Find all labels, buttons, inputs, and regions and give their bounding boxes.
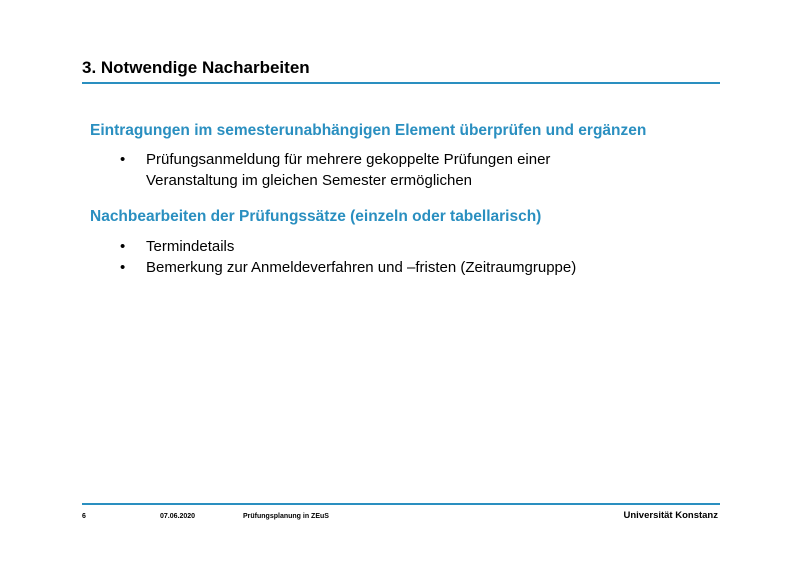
list-item	[120, 149, 550, 191]
bullet-list-eintragungen	[120, 149, 550, 191]
bullet-text-line: Prüfungsanmeldung für mehrere gekoppelte Prüfungen einer	[146, 151, 551, 168]
list-item	[120, 257, 576, 278]
section-heading-eintragungen: Eintragungen im semesterunabhängigen Element überprüfen und ergänzen	[90, 122, 647, 139]
list-item	[120, 236, 576, 257]
bullet-text-line: Bemerkung zur Anmeldeverfahren und –fristen (Zeitraumgruppe)	[146, 259, 577, 276]
footer-date: 07.06.2020	[160, 513, 196, 520]
footer-rule	[82, 503, 720, 505]
page-number: 6	[82, 513, 86, 520]
bullet-text-line: Termindetails	[146, 238, 235, 255]
section-heading-nachbearbeiten: Nachbearbeiten der Prüfungssätze (einzeln oder tabellarisch)	[90, 208, 542, 225]
bullet-text-line: Veranstaltung im gleichen Semester ermöglichen	[146, 172, 473, 189]
title-underline	[82, 82, 720, 84]
bullet-icon: •	[120, 151, 126, 168]
institution-name: Universität Konstanz	[623, 510, 718, 521]
bullet-icon: •	[120, 238, 126, 255]
slide-title: 3. Notwendige Nacharbeiten	[82, 58, 310, 77]
bullet-list-nachbearbeiten	[120, 236, 576, 278]
bullet-icon: •	[120, 259, 126, 276]
footer-topic: Prüfungsplanung in ZEuS	[243, 513, 329, 520]
